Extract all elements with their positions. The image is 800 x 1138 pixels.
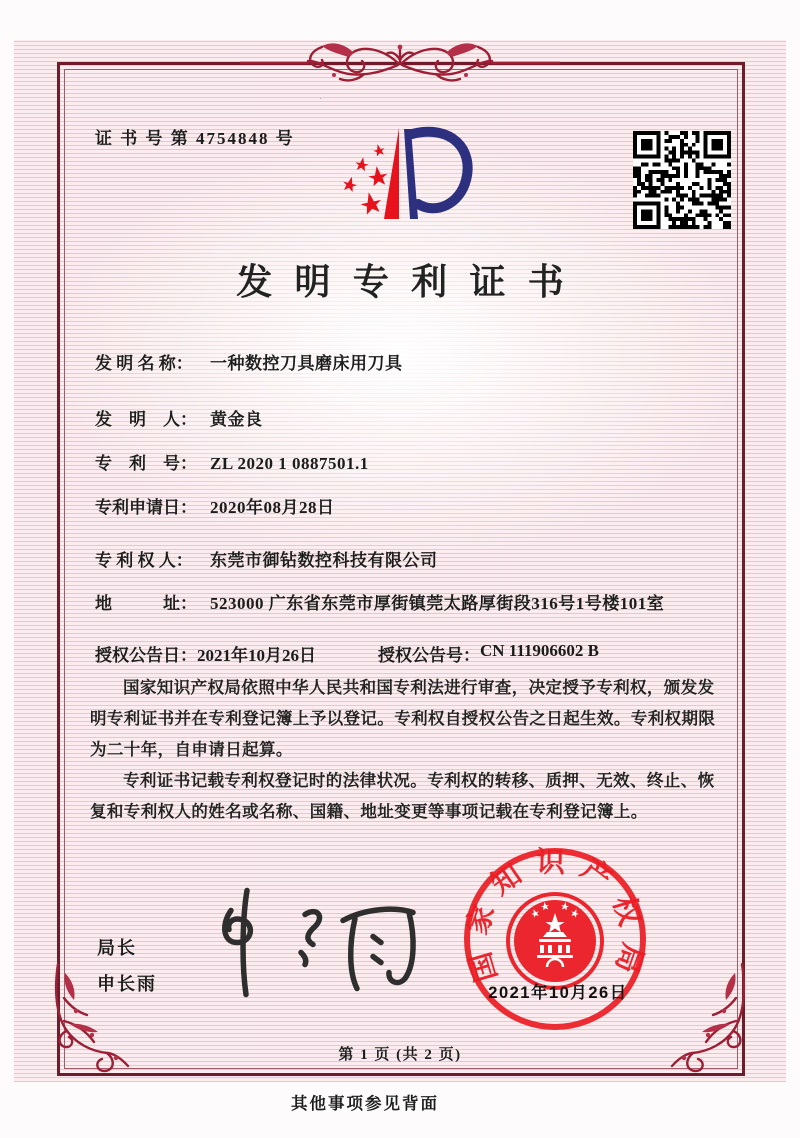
field-value: 东莞市御钻数控科技有限公司	[210, 551, 438, 570]
field-value: 2020年08月28日	[210, 498, 335, 517]
field-label: 地 址：	[95, 594, 197, 613]
cnipa-logo-icon	[320, 98, 500, 238]
field-row-filing-date	[95, 494, 720, 521]
seal-circular-text: 国家知识产权局	[460, 846, 650, 990]
field-label: 专 利 权 人：	[95, 551, 193, 570]
legal-text-block	[90, 672, 722, 827]
qr-code	[633, 131, 731, 229]
grant-number-value: CN 111906602 B	[480, 641, 600, 660]
top-flourish-ornament	[240, 30, 560, 94]
national-emblem-icon	[508, 894, 602, 988]
director-name: 申长雨	[97, 974, 157, 994]
field-row-inventor	[95, 406, 720, 433]
grant-number-label: 授权公告号：	[378, 646, 480, 665]
field-row-patent-number	[95, 450, 720, 477]
director-title: 局长	[97, 938, 137, 958]
field-value: 黄金良	[210, 410, 263, 429]
field-value: 一种数控刀具磨床用刀具	[210, 354, 403, 373]
field-value: ZL 2020 1 0887501.1	[210, 454, 369, 473]
legal-paragraph-1: 国家知识产权局依照中华人民共和国专利法进行审查，决定授予专利权，颁发发明专利证书并在专利登记簿上予以登记。专利权自授权公告之日起生效。专利权期限为二十年，自申请日起算。	[90, 678, 716, 759]
page-number: 第 1 页 (共 2 页)	[338, 1047, 462, 1063]
grant-date-value: 2021年10月26日	[197, 646, 316, 665]
field-row-address	[95, 590, 720, 617]
field-label: 专利申请日：	[95, 498, 197, 517]
field-label: 发 明 人：	[95, 410, 197, 429]
grant-announcement-row	[95, 641, 599, 666]
field-row-patentee	[95, 547, 720, 574]
certificate-title: 发明专利证书	[236, 262, 587, 302]
legal-paragraph-2: 专利证书记载专利权登记时的法律状况。专利权的转移、质押、无效、终止、恢复和专利权人的姓名或名称、国籍、地址变更等事项记载在专利登记簿上。	[90, 771, 715, 821]
field-row-invention-name	[95, 350, 720, 377]
grant-date-label: 授权公告日：	[95, 646, 197, 665]
field-value: 523000 广东省东莞市厚街镇莞太路厚街段316号1号楼101室	[210, 594, 665, 613]
certificate-number: 证 书 号 第 4754848 号	[95, 129, 295, 148]
director-signature	[205, 883, 435, 1001]
field-label: 专 利 号：	[95, 454, 197, 473]
seal-date: 2021年10月26日	[488, 984, 628, 1002]
field-label: 发 明 名 称：	[95, 354, 193, 373]
cnipa-round-seal	[455, 839, 655, 1039]
director-block	[97, 930, 157, 1002]
back-side-note: 其他事项参见背面	[291, 1094, 439, 1113]
